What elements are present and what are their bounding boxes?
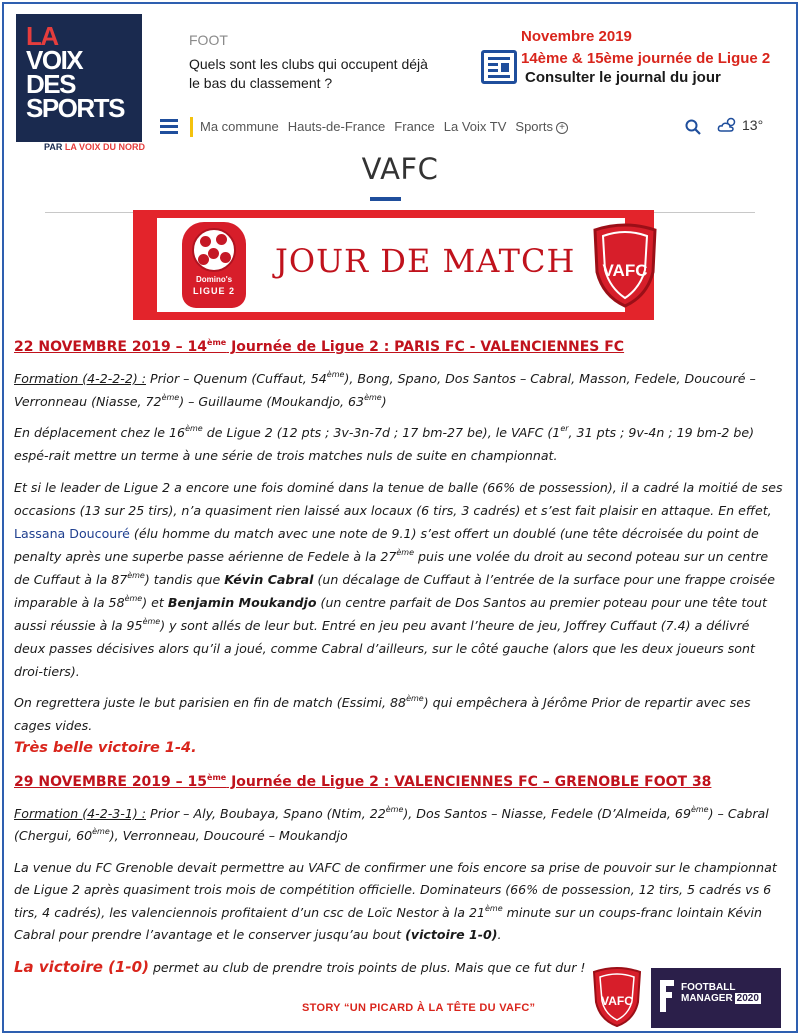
match-heading bbox=[14, 335, 784, 359]
heading-text: Journée de Ligue 2 : PARIS FC - VALENCIENNES FC bbox=[226, 339, 625, 355]
superscript: ème bbox=[92, 827, 110, 836]
text: La venue du FC Grenoble devait permettre au VAFC de confirmer une fois encore sa prise de pouvoir sur le championnat de Ligue 2 après quasiment trois mois de compétition officielle. Dominateurs (66% de possession, 12 tirs, 5 cadrés vs 6 tirs, 4 cadrés), les valenciennois profitaient d’un csc de Loïc Nestor à la 21 bbox=[14, 859, 777, 920]
fm-year: 2020 bbox=[736, 993, 759, 1004]
fm-icon bbox=[658, 978, 676, 1014]
newspaper-icon[interactable] bbox=[481, 50, 517, 84]
score-emphasis: (victoire 1-0) bbox=[405, 927, 498, 942]
nav-item-france[interactable]: France bbox=[394, 119, 435, 134]
logo-sub-prefix: PAR bbox=[44, 142, 65, 152]
superscript: ème bbox=[690, 804, 709, 814]
text: ) bbox=[381, 393, 387, 409]
issue-date: Novembre 2019 bbox=[521, 28, 632, 45]
logo-subtitle bbox=[44, 142, 145, 152]
plus-icon[interactable]: + bbox=[556, 122, 568, 134]
lineup-paragraph bbox=[14, 803, 784, 848]
superscript: ème bbox=[185, 424, 203, 433]
text: , 31 pts ; 9v-4n ; 19 bm-2 be) espé-rait mettre un terme à une série de trois matches nuls de suite en championnat. bbox=[14, 425, 755, 463]
logo-text: SPORTS bbox=[26, 93, 124, 123]
superscript: ème bbox=[385, 804, 404, 814]
heading-text: Journée de Ligue 2 : VALENCIENNES FC – GRENOBLE FOOT 38 bbox=[226, 773, 712, 790]
superscript: ème bbox=[207, 338, 227, 347]
match-day-banner bbox=[133, 210, 654, 320]
text: ), Verronneau, Doucouré – Moukandjo bbox=[109, 828, 348, 843]
text: minute sur un coups-franc lointain Kévin Cabral pour prendre l’avantage et le conserver jusqu’au bout bbox=[14, 904, 763, 942]
text: (un décalage de Cuffaut à l’entrée de la surface pour une frappe croisée imparable à la 58 bbox=[14, 572, 776, 610]
text: ) y sont allés de leur but. Entré en jeu peu avant l’heure de jeu, Joffrey Cuffaut (7.4) a délivré deux passes décisives alors qu’il a joué, comme Cabral d’ailleurs, sur le côté gauche (alors que les deux joueurs sont droi-tiers). bbox=[14, 618, 755, 679]
text: Prior – Aly, Boubaya, Spano (Ntim, 22 bbox=[146, 805, 386, 821]
daily-paper-link[interactable]: Consulter le journal du jour bbox=[525, 69, 721, 86]
paragraph bbox=[14, 857, 784, 947]
formation-label: Formation (4-2-3-1) : bbox=[14, 805, 146, 821]
text: ) qui empêchera à Jérôme Prior de repartir avec ses cages vides. bbox=[14, 695, 751, 733]
nav-item-sports-label: Sports bbox=[515, 119, 553, 134]
text: de Ligue 2 (12 pts ; 3v-3n-7d ; 17 bm-27 be), le VAFC (1 bbox=[202, 425, 561, 440]
nav-item-sports[interactable] bbox=[515, 119, 568, 134]
heading-text: 29 NOVEMBRE 2019 – 15 bbox=[14, 773, 208, 790]
text: ) – Cabral (Chergui, 60 bbox=[14, 805, 769, 843]
fm-subtitle-text: MANAGER bbox=[681, 993, 733, 1004]
superscript: er bbox=[560, 424, 569, 433]
fm-subtitle bbox=[681, 993, 761, 1004]
weather-widget[interactable] bbox=[717, 117, 763, 133]
heading-text: 22 NOVEMBRE 2019 – 14 bbox=[14, 339, 208, 355]
text: puis une volée du droit au second poteau sur un centre de Cuffaut à la 87 bbox=[14, 549, 769, 587]
match-result: La victoire (1-0) bbox=[14, 957, 149, 976]
article-body bbox=[14, 335, 784, 979]
article-headline[interactable]: Quels sont les clubs qui occupent déjà le bas du classement ? bbox=[189, 56, 428, 91]
superscript: ème bbox=[161, 392, 180, 402]
ligue-name: LIGUE 2 bbox=[192, 286, 235, 296]
superscript: ème bbox=[124, 594, 143, 603]
text: . bbox=[497, 927, 502, 942]
ligue-sponsor: Domino's bbox=[195, 275, 233, 284]
text: Et si le leader de Ligue 2 a encore une fois dominé dans la tenue de balle (66% de possession), il a cadré la moitié de ses occasions (13 sur 25 tirs), n’a quasiment rien laissé aux locaux (6 tirs, 3 cadrés) et s’est fait plaisir en attaque. En effet, bbox=[14, 480, 783, 518]
article-category[interactable]: FOOT bbox=[189, 32, 228, 48]
logo-text: LA bbox=[26, 21, 58, 51]
superscript: ème bbox=[406, 694, 424, 703]
temperature: 13° bbox=[742, 117, 764, 133]
superscript: ème bbox=[364, 392, 382, 402]
crest-label: VAFC bbox=[601, 994, 633, 1008]
superscript: ème bbox=[207, 772, 227, 782]
text: ), Bong, Spano, Dos Santos – Cabral, Masson, Fedele, Doucouré – Verronneau (Niasse, 72 bbox=[14, 371, 756, 409]
football-manager-logo bbox=[651, 968, 781, 1028]
superscript: ème bbox=[142, 617, 161, 626]
nav-item-hauts-de-france[interactable]: Hauts-de-France bbox=[287, 119, 386, 134]
paragraph bbox=[14, 422, 784, 467]
logo-text: DES bbox=[26, 69, 75, 99]
text: Prior – Quenum (Cuffaut, 54 bbox=[146, 371, 327, 386]
superscript: ème bbox=[484, 903, 503, 913]
ligue2-logo bbox=[182, 222, 246, 308]
football-icon bbox=[192, 228, 236, 272]
superscript: ème bbox=[127, 571, 145, 580]
match-heading bbox=[14, 770, 784, 794]
paragraph bbox=[14, 476, 784, 683]
vafc-crest bbox=[587, 222, 663, 308]
main-nav bbox=[160, 115, 780, 141]
player-name: Kévin Cabral bbox=[224, 572, 314, 587]
crest-label: VAFC bbox=[602, 261, 648, 280]
text: (élu homme du match avec une note de 9.1) s’est offert un doublé (une tête décroisée du point de penalty après une superbe passe aérienne de Fedele à la 27 bbox=[14, 526, 759, 564]
text: ) tandis que bbox=[144, 572, 225, 587]
player-name: Lassana Doucouré bbox=[14, 526, 130, 541]
text: (un centre parfait de Dos Santos au premier poteau pour une tête tout aussi réussie à la 95 bbox=[14, 595, 767, 633]
match-result: Très belle victoire 1-4. bbox=[14, 740, 197, 756]
text: ), Dos Santos – Niasse, Fedele (D’Almeida, 69 bbox=[403, 805, 691, 821]
paragraph bbox=[14, 692, 784, 737]
text: On regrettera juste le but parisien en fin de match (Essimi, 88 bbox=[14, 695, 407, 710]
lineup-paragraph bbox=[14, 368, 784, 413]
superscript: ème bbox=[326, 370, 345, 379]
cloud-sun-icon bbox=[717, 117, 739, 133]
search-icon[interactable] bbox=[685, 119, 701, 135]
player-name: Benjamin Moukandjo bbox=[167, 595, 317, 610]
story-credit: STORY “UN PICARD À LA TÊTE DU VAFC” bbox=[302, 1002, 536, 1014]
text: En déplacement chez le 16 bbox=[14, 425, 186, 440]
text: permet au club de prendre trois points de plus. Mais que ce fut dur ! bbox=[148, 959, 586, 975]
section-underline bbox=[370, 197, 401, 201]
nav-item-la-voix-tv[interactable]: La Voix TV bbox=[443, 119, 507, 134]
nav-divider bbox=[190, 117, 193, 137]
text: ) – Guillaume (Moukandjo, 63 bbox=[179, 393, 365, 409]
site-logo[interactable] bbox=[16, 14, 142, 142]
nav-item-ma-commune[interactable]: Ma commune bbox=[200, 119, 279, 134]
section-title: VAFC bbox=[361, 152, 439, 186]
fm-title: FOOTBALL bbox=[681, 982, 736, 993]
banner-text: JOUR DE MATCH bbox=[275, 242, 576, 280]
formation-label: Formation (4-2-2-2) : bbox=[14, 371, 146, 386]
menu-icon[interactable] bbox=[160, 119, 178, 137]
vafc-crest-small bbox=[590, 966, 644, 1028]
superscript: ème bbox=[396, 548, 414, 557]
logo-text: VOIX bbox=[26, 45, 83, 75]
text: ) et bbox=[142, 595, 168, 610]
logo-sub-brand: LA VOIX DU NORD bbox=[64, 142, 146, 152]
issue-rounds: 14ème & 15ème journée de Ligue 2 bbox=[521, 50, 771, 67]
